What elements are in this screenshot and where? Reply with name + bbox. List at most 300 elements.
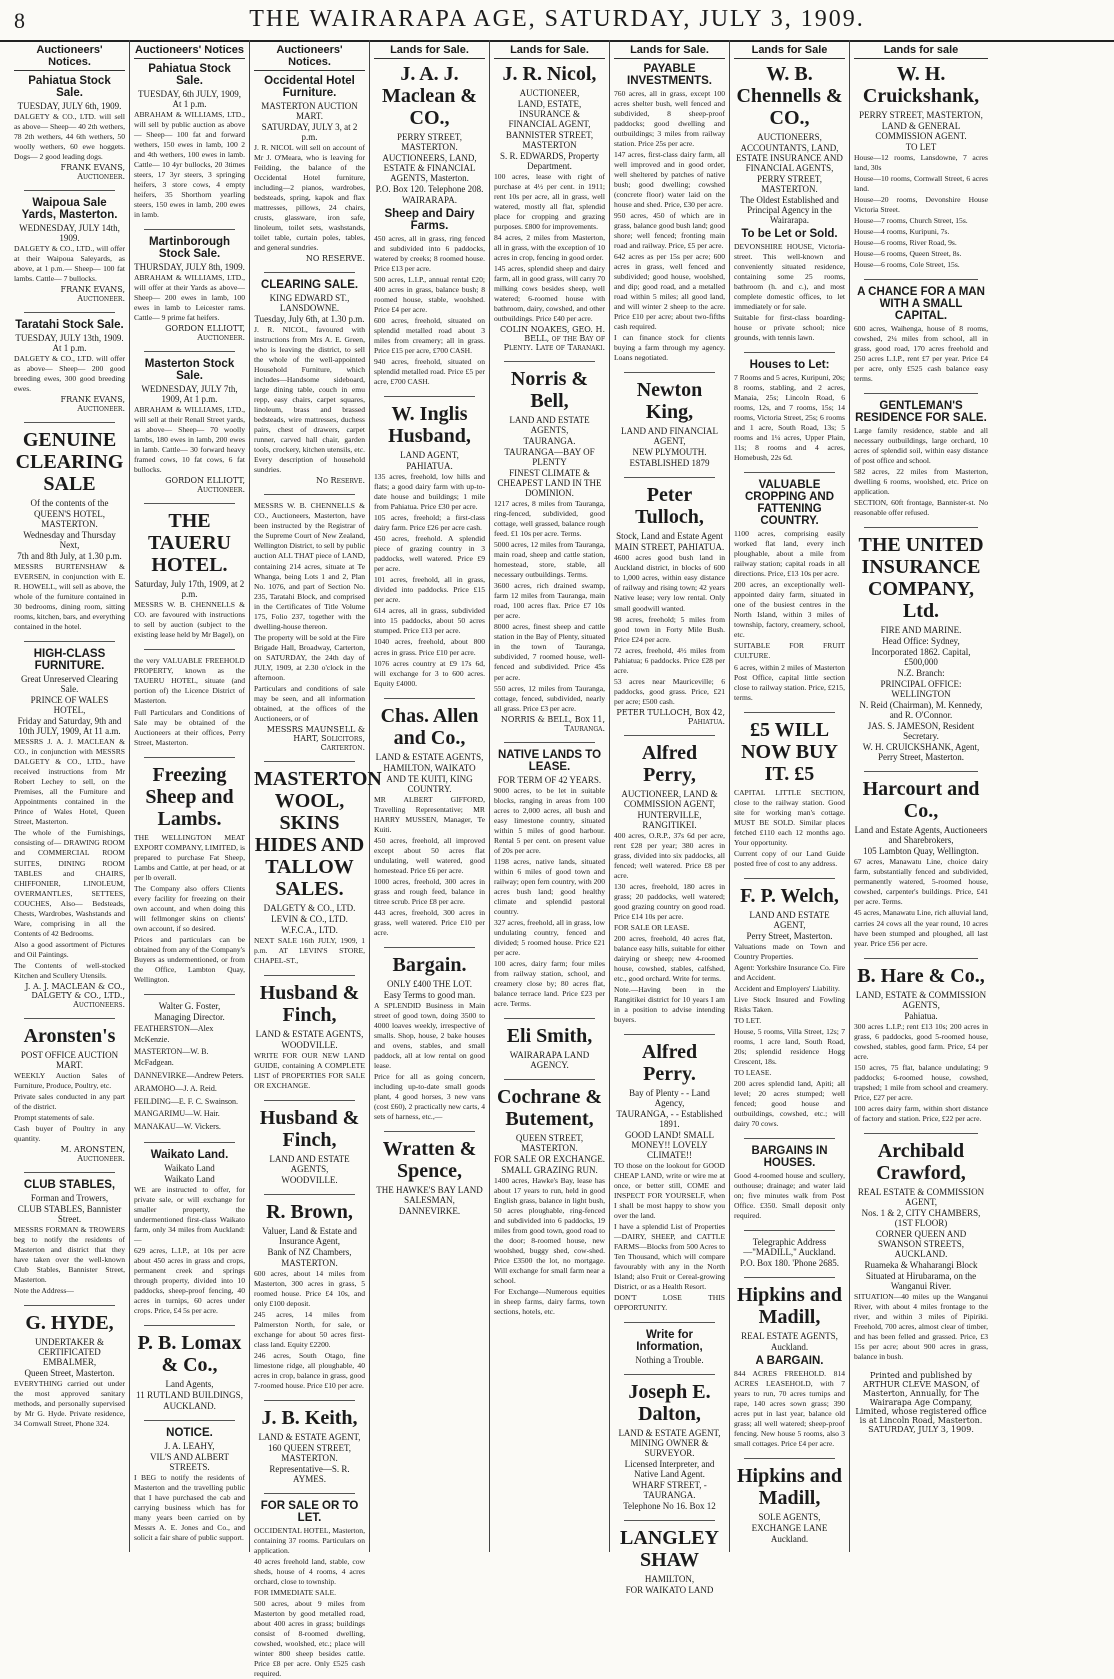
- advertisement: [494, 1025, 605, 1070]
- advert-subline: Easy Terms to good man.: [383, 989, 476, 1000]
- advertisement: [14, 1025, 125, 1163]
- advertisement: [14, 429, 125, 632]
- advert-body: NEXT SALE 16th JULY, 1909, 1 p.m. AT LEVIN'S STORE, CHAPEL-ST.,: [254, 935, 365, 965]
- advertisement: [854, 63, 988, 270]
- advert-body: ABRAHAM & WILLIAMS, LTD., will sell at their Renall Street yards, as above— Sheep— 70 woolly lambs, 180 ewes in lamb, 200 ewes in lamb. Cattle— 30 forward heavy framed cows, 10 fat cows, 6 fat bullocks.: [134, 405, 245, 475]
- advertisement: [734, 1237, 845, 1268]
- advert-subline: WOODVILLE.: [281, 1039, 338, 1050]
- advert-subline: W. H. CRUICKSHANK, Agent, Perry Street, Masterton.: [862, 742, 980, 763]
- advertisement: [854, 965, 988, 1124]
- advert-subline: FINEST CLIMATE & CHEAPEST LAND IN THE DOMINION.: [497, 468, 602, 499]
- advert-body: FOR IMMEDIATE SALE.: [254, 1588, 337, 1598]
- advert-name: Alfred Perry.: [641, 1040, 698, 1085]
- advertisement: [494, 749, 605, 1009]
- advert-subline: Ruameka & Whaharangi Block: [864, 1259, 978, 1270]
- advert-heading: Pahiatua Stock Sale.: [148, 63, 231, 87]
- advert-body: Prices and particulars can be obtained from any of the Company's Buyers as undermentioned, or from the Office, Lambton Quay, Wellington.: [134, 934, 245, 984]
- advert-name: Harcourt and Co.,: [862, 778, 980, 823]
- advert-heading: FOR SALE OR TO LET.: [260, 1500, 359, 1525]
- advert-subline: Head Office: Sydney,: [882, 636, 960, 647]
- advertisement: [854, 778, 988, 948]
- advert-body: 147 acres, first-class dairy farm, all well improved and in good order, well sheltered by patches of native bush; good dwelling; cowshed (concrete floor) water laid on the house and shed. Price, £30 per acre.: [614, 150, 725, 210]
- advert-body: 550 acres, 12 miles from Tauranga, cottage, fenced, subdivided, nearly all grass. Price £3 per acre.: [494, 683, 605, 713]
- advert-body: I BEG to notify the residents of Masterton and the travelling public that I have purchased the cab and carrying business which has for many years been carried on by Messrs A. E. Jones and Co., and solicit a fair share of public support.: [134, 1473, 245, 1543]
- advert-body: 1076 acres country at £9 17s 6d, will exchange for 3 to 600 acres. Equity £4000.: [374, 658, 485, 688]
- column-header: Auctioneers' Notices.: [14, 44, 125, 71]
- advert-body: Price for all as going concern, including up-to-date small goods plant, 4 good horses, 3 new vans (cost £60), 2 practically new carts, 4 sets of harness, etc.,—: [374, 1071, 485, 1121]
- advert-heading: Martinborough Stock Sale.: [148, 236, 231, 261]
- advert-subline: LAND AND FINANCIAL AGENT,: [621, 426, 718, 447]
- advert-body: WEEKLY Auction Sales of Furniture, Produce, Poultry, etc.: [14, 1070, 125, 1090]
- advertisement: [134, 1001, 245, 1133]
- advert-body: 582 acres, 22 miles from Masterton, dwelling 6 rooms, woolshed, etc. Price on application.: [854, 467, 988, 497]
- advert-subline: AUCTIONEER, LAND & COMMISSION AGENT,: [621, 788, 718, 809]
- divider-rule: [24, 1018, 115, 1019]
- advertisement: [614, 1329, 725, 1365]
- divider-rule: [744, 1277, 835, 1278]
- advert-signature: FRANK EVANS, Auctioneer.: [60, 163, 125, 182]
- advertisement: [734, 63, 845, 343]
- advert-body: 940 acres, freehold, situated on splendid metalled road. Price £5 per acre, £700 CASH.: [374, 357, 485, 387]
- advert-subline: Land and Estate Agents, Auctioneers and Sharebrokers,: [854, 825, 988, 846]
- divider-rule: [264, 1400, 355, 1401]
- advertisement: [254, 982, 365, 1091]
- advert-body: 450 acres, all in grass, ring fenced and subdivided into 6 paddocks, watered by creeks; 8 roomed house. Price £13 per acre.: [374, 234, 485, 274]
- advert-body: 844 ACRES FREEHOLD. 814 ACRES LEASEHOLD, with 7 years to run, 70 acres turnips and rape, 140 acres sown grass; 390 acres put in last year, balance old grass; all well watered; sheep-proof fencing. New house 5 rooms, also 3 small cottages. Price £4 per acre.: [734, 1369, 845, 1449]
- advertisement: [374, 954, 485, 1122]
- advert-subline: Walter G. Foster,: [158, 1000, 221, 1011]
- advert-heading: NOTICE.: [166, 1427, 213, 1440]
- advertisement: [134, 764, 245, 985]
- advert-body: SUITABLE FOR FRUIT CULTURE.: [734, 641, 845, 661]
- advert-subline: AND TE KUITI, KING COUNTRY.: [386, 773, 473, 794]
- divider-rule: [24, 1172, 115, 1173]
- divider-rule: [744, 712, 835, 713]
- advert-body: Also a good assortment of Pictures and Oil Paintings.: [14, 939, 125, 959]
- imprint-footer: Printed and published by ARTHUR CLEVE MASON, of Masterton, Annually, for The Wairarapa Age Company, Limited, whose registered office is at Lincoln Road, Masterton. SATURDAY, JULY 3, 1909.: [855, 1370, 987, 1434]
- advert-subline: W.F.C.A., LTD.: [281, 924, 338, 935]
- advert-body: 135 acres, freehold, low hills and flats; a good dairy farm with up-to-date house and buildings; 1 mile from Pahiatua. Price £30 per acre.: [374, 472, 485, 512]
- advert-body: MR ALBERT GIFFORD, Travelling Representative; MR HARRY MUSSEN, Manager, Te Kuiti.: [374, 794, 485, 834]
- advert-heading: To be Let or Sold.: [741, 228, 838, 240]
- advertisement: [614, 742, 725, 1025]
- list-item: MANGARIMU—W. Hair.: [134, 1109, 220, 1119]
- advert-subline: Telegraphic Address—"MADILL," Auckland.: [743, 1237, 836, 1258]
- advert-body: 246 acres, South Otago, fine limestone ridge, all ploughable, 40 acres in crop, balance in grass, good 7-roomed house. Price £10 per acre.: [254, 1350, 365, 1391]
- advertisement: [734, 885, 845, 1129]
- advert-body: 1000 acres, freehold, 300 acres in grass and rough feed, balance in titree scrub. Price £8 per acre.: [374, 876, 485, 906]
- advert-name: B. Hare & Co.,: [857, 964, 985, 987]
- advert-body: 600 acres, about 14 miles from Masterton, 300 acres in grass, 5 roomed house. Price £4 10s, and only £100 deposit.: [254, 1268, 365, 1308]
- advert-subline: 105 Lambton Quay, Wellington.: [863, 846, 979, 857]
- advert-name: LANGLEY SHAW: [620, 1527, 719, 1572]
- list-item: MASTERTON—W. B. McFadgean.: [134, 1047, 209, 1068]
- advert-subline: ACCOUNTANTS, LAND, ESTATE INSURANCE AND FINANCIAL AGENTS,: [736, 143, 843, 173]
- advert-name: Aronsten's: [23, 1024, 116, 1047]
- advert-body: 8000 acres, finest sheep and cattle station in the Bay of Plenty, situated in the town of Tauranga, subdivided, 7 roomed house, well-fenced and subdivided. Price 45s per acre.: [494, 622, 605, 682]
- advert-body: SITUATION—40 miles up the Wanganui River, with about 4 miles frontage to the river, and within 3 miles of Pipiriki. Freehold, 700 acres, almost clear of timber, and has been felled and grassed. Price, £3 15s per acre; about 900 acres in grass, balance in bush.: [854, 1291, 988, 1361]
- advert-subline: Incorporated 1862. Capital, £500,000: [871, 647, 971, 668]
- advert-name: P. B. Lomax & Co.,: [137, 1332, 242, 1377]
- advertisement: [134, 63, 245, 220]
- advert-body: House—6 rooms, Cole Street, 15s.: [854, 260, 960, 270]
- advert-body: DON'T LOSE THIS OPPORTUNITY.: [614, 1293, 725, 1313]
- divider-rule: [264, 1100, 355, 1101]
- advert-subline: PERRY STREET, MASTERTON.: [756, 174, 822, 194]
- divider-rule: [264, 1194, 355, 1195]
- advert-subline: THURSDAY, JULY 8th, 1909.: [134, 262, 245, 273]
- advert-name: £5 WILL NOW BUY IT. £5: [741, 718, 838, 785]
- advert-subline: 160 QUEEN STREET, MASTERTON.: [267, 1443, 352, 1464]
- advert-body: DALGETY & CO., LTD., will offer at their Waipoua Saleyards, as above, at 1 p.m.— Sheep— 100 fat lambs. Cattle— 7 bullocks.: [14, 244, 125, 284]
- advertisement: [374, 705, 485, 938]
- divider-rule: [144, 229, 235, 230]
- advert-body: Valuations made on Town and Country Properties.: [734, 941, 845, 961]
- advert-subline: AUCKLAND.: [163, 1401, 216, 1412]
- advert-subline: Pahiatua.: [904, 1010, 938, 1021]
- advert-subline: SMALL GRAZING RUN.: [501, 1164, 598, 1175]
- advert-subline: PERRY STREET, MASTERTON,: [859, 110, 983, 120]
- divider-rule: [504, 1079, 595, 1080]
- advert-subline: LAND & ESTATE AGENT,: [258, 1432, 361, 1443]
- advertisement: [254, 767, 382, 966]
- advert-subline: ONLY £400 THE LOT.: [387, 978, 472, 989]
- advert-name: Norris & Bell,: [510, 368, 589, 413]
- advertisement: [734, 359, 845, 463]
- advert-body: Private sales conducted in any part of the district.: [14, 1091, 125, 1111]
- divider-rule: [264, 494, 355, 495]
- advert-body: DALGETY & CO., LTD. will sell as above— Sheep— 40 2th wethers, 78 2th wethers, 44 6th wethers, 50 woolly wethers, 60 ewe hoggets. Dogs— 2 good leading dogs.: [14, 112, 125, 162]
- advert-subline: QUEEN'S HOTEL, MASTERTON.: [33, 509, 106, 530]
- advert-body: 105 acres, freehold; a first-class dairy farm. Price £26 per acre cash.: [374, 513, 485, 533]
- advert-body: 1100 acres, comprising easily worked flat land, every inch ploughable, about a mile from railway station; capital roads in all directions. Price, £13 10s per acre.: [734, 529, 845, 579]
- advert-subline: PERRY STREET, MASTERTON.: [396, 132, 462, 152]
- advert-body: Current copy of our Land Guide posted free of cost to any address.: [734, 848, 845, 868]
- advert-name: Cochrane & Butement,: [497, 1085, 602, 1130]
- advert-subline: S. R. EDWARDS, Property Department.: [499, 151, 599, 171]
- advert-subline: PRINCIPAL OFFICE: WELLINGTON: [880, 679, 962, 700]
- advert-subline: HUNTERVILLE, RANGITIKEI.: [637, 809, 702, 830]
- advert-subline: WEDNESDAY, JULY 7th, 1909, At 1 p.m.: [141, 384, 238, 405]
- advert-body: MESSRS FORMAN & TROWERS beg to notify the residents of Masterton and district that they have taken over the well-known Club Stables, Bannister Street, Masterton.: [14, 1224, 125, 1284]
- advert-body: FOR SALE OR LEASE.: [614, 922, 690, 932]
- advert-name: Husband & Finch,: [259, 981, 360, 1026]
- advert-heading: Houses to Let:: [749, 359, 830, 372]
- advert-name: Chas. Allen and Co.,: [380, 704, 479, 749]
- advert-heading: VALUABLE CROPPING AND FATTENING COUNTRY.: [744, 479, 835, 528]
- advert-body: 642 acres as per 15s per acre; 600 acres in grass, well fenced and subdivided; good house, woolshed, and dip; good road, and a metalled road within 5 miles; all good land, and will winter 2 sheep to the acre. Price £10 per acre; about two-fifths cash required.: [614, 252, 725, 332]
- advert-name: Joseph E. Dalton,: [628, 1381, 711, 1426]
- column-header: Auctioneers' Notices: [134, 44, 245, 59]
- advert-subline: Managing Director.: [154, 1011, 225, 1022]
- advert-signature: FRANK EVANS, Auctioneer.: [60, 285, 125, 304]
- advert-body: 500 acres, about 9 miles from Masterton by good metalled road, about 400 acres in grass; buildings consist of 8-roomed dwelling, cowshed, woolshed, etc.; place will winter 800 sheep besides cattle. Price £8 per acre. Only £525 cash required.: [254, 1599, 365, 1679]
- advertisement: [14, 75, 125, 181]
- advertisement: [734, 1465, 845, 1544]
- advert-name: Alfred Perry,: [641, 741, 698, 786]
- column-5: [490, 40, 610, 1552]
- advert-body: MESSRS J. A. J. MACLEAN & CO., in conjunction with MESSRS DALGETY & CO., LTD., have received instructions from Mr Robert Lechey to sell, on the Premises, all the Furniture and Appointments contained in the Prince of Wales Hotel, Queen Street, Masterton.: [14, 737, 125, 827]
- divider-rule: [144, 351, 235, 352]
- advertisement: [854, 1140, 988, 1362]
- advert-subline: Nothing a Trouble.: [635, 1355, 704, 1366]
- advert-subline: AUCTIONEERS, LAND, ESTATE & FINANCIAL AGENTS, Masterton.: [382, 153, 477, 183]
- advert-body: ABRAHAM & WILLIAMS, LTD., will sell by public auction as above— Sheep— 100 fat and forward wethers, 150 ewes in lamb, 100 2 and 4th wethers, 100 ewes in lamb. Cattle— 10 4yr bullocks, 20 3times steers, 17 3yr steers, 3 springing heifers, 3 store cows, 4 empty heifers, 35 Shorthorn yearling steers, 150 ewes in lamb, 200 ewes in lamb.: [134, 110, 245, 220]
- advert-body: 614 acres, all in grass, subdivided into 15 paddocks, about 50 acres stumped. Price £13 per acre.: [374, 606, 485, 636]
- advert-body: MESSRS W. B. CHENNELLS & CO. are favoured with instructions to sell by auction (subject to the existing lease held by Mr Bagel), on: [134, 600, 245, 640]
- advert-subline: LAND AGENT,: [400, 450, 459, 461]
- advert-subline: LAND AND ESTATE AGENTS,: [509, 415, 590, 436]
- advert-heading: CLEARING SALE.: [260, 279, 359, 292]
- advert-subline: LAND & ESTATE AGENTS,: [375, 751, 484, 762]
- divider-rule: [264, 761, 355, 762]
- divider-rule: [504, 361, 595, 362]
- advert-body: 450 acres, freehold. A splendid piece of grazing country in 3 paddocks, well watered. Price £9 per acre.: [374, 534, 485, 574]
- advert-subline: WHARF STREET, - TAURANGA.: [632, 1480, 707, 1501]
- advert-body: House, 5 rooms, Villa Street, 12s; 7 rooms, 1 acre land, South Road, 20s; splendid residence Hogg Crescent, 18s.: [734, 1026, 845, 1066]
- advert-name: Bargain.: [392, 953, 467, 976]
- advert-body: WRITE FOR OUR NEW LAND GUIDE, containing A COMPLETE LIST of PROPERTIES FOR SALE OR EXCHANGE.: [254, 1050, 365, 1090]
- advert-body: DEVONSHIRE HOUSE, Victoria-street. This well-known and conveniently situated residence, containing some 25 rooms, bathroom (h. and c.), and most complete domestic offices, to let immediately or for sale.: [734, 242, 845, 312]
- divider-rule: [744, 472, 835, 473]
- column-7: [730, 40, 850, 1552]
- advert-body: 300 acres L.I.P.; rent £13 10s; 200 acres in grass, 6 paddocks, good 5-roomed house, cowshed, stables, good farm. Price, £4 per acre.: [854, 1021, 988, 1061]
- advert-subline: Nos. 1 & 2, CITY CHAMBERS, (1ST FLOOR): [861, 1207, 981, 1228]
- advertisement: [734, 719, 845, 869]
- advert-name: THE TAUERU HOTEL.: [148, 510, 231, 577]
- advert-heading: HIGH-CLASS FURNITURE.: [33, 648, 106, 673]
- advert-subline: THE HAWKE'S BAY LAND SALESMAN,: [376, 1184, 483, 1205]
- advert-heading: Masterton Stock Sale.: [144, 358, 235, 383]
- divider-rule: [624, 1520, 715, 1521]
- advertisement: [254, 1407, 365, 1484]
- advert-subline: FOR WAIKATO LAND: [625, 1585, 714, 1596]
- advert-name: G. HYDE,: [25, 1311, 114, 1334]
- advert-subline: P.O. Box 120. Telephone 208.: [375, 184, 484, 194]
- advert-body: 1040 acres, freehold, about 800 acres in grass. Price £10 per acre.: [374, 637, 485, 657]
- advert-heading: Sheep and Dairy Farms.: [384, 208, 475, 232]
- advert-subline: POST OFFICE AUCTION MART.: [20, 1049, 119, 1070]
- advert-name: Eli Smith,: [506, 1024, 593, 1047]
- advertisement: [734, 1145, 845, 1221]
- advert-subline: Perry Street, Masterton.: [746, 930, 833, 941]
- advert-name: J. B. Keith,: [261, 1407, 358, 1430]
- advert-subline: Waikato Land: [164, 1173, 215, 1184]
- advertisement: [254, 501, 365, 751]
- advert-subline: ESTABLISHED 1879: [629, 458, 710, 469]
- advert-body: EVERYTHING carried out under the most approved sanitary methods, and personally supervised by Mr G. Hyde. Private residence, 34 Cornwall Street, Phone 324.: [14, 1378, 125, 1428]
- advert-subline: Land Agents,: [165, 1379, 214, 1390]
- advert-subline: AUCTIONEER,: [519, 88, 580, 98]
- column-6: [610, 40, 730, 1596]
- advert-signature: GORDON ELLIOTT, Auctioneer.: [165, 324, 245, 343]
- advert-subline: LEVIN & CO., LTD.: [271, 913, 348, 924]
- advert-subline: Representative—S. R. AYMES.: [269, 1464, 350, 1485]
- advert-heading: A BARGAIN.: [755, 1355, 824, 1368]
- advert-body: 327 acres, freehold, all in grass, low undulating country, fenced and divided; 5 roomed house. Price £21 per acre.: [494, 917, 605, 957]
- advert-subline: NEW PLYMOUTH.: [632, 447, 707, 458]
- advert-body: House—10 rooms, Cornwall Street, 6 acres land.: [854, 174, 988, 194]
- advert-subline: SATURDAY, JULY 3, at 2 p.m.: [261, 122, 358, 142]
- advert-signature: J. A. J. MACLEAN & CO., DALGETY & CO., LTD., Auctioneers.: [25, 981, 125, 1009]
- advert-body: House—7 rooms, Church Street, 15s.: [854, 216, 968, 226]
- advert-subline: MASTERTON.: [281, 1257, 338, 1268]
- advert-name: Wratten & Spence,: [382, 1137, 477, 1182]
- advert-body: TO LEASE.: [734, 1067, 772, 1077]
- advert-subline: TAURANGA—BAY OF PLENTY: [504, 447, 595, 468]
- advert-body: DALGETY & CO., LTD. will offer as above— Sheep— 200 good breeding ewes, 300 good breeding ewes.: [14, 354, 125, 394]
- column-header: Lands for sale: [854, 44, 988, 59]
- advert-subline: DANNEVIRKE.: [398, 1205, 461, 1216]
- advert-body: House—4 rooms, Kuripuni, 7s.: [854, 227, 950, 237]
- divider-rule: [24, 1305, 115, 1306]
- advertisement: [614, 1041, 725, 1313]
- advert-subline: N. Reid (Chairman), M. Kennedy, and R. O'Connor.: [859, 700, 983, 721]
- divider-rule: [24, 312, 115, 313]
- advert-body: ABRAHAM & WILLIAMS, LTD., will offer at their Yards as above— Sheep— 200 ewes in lamb, 100 ewes in lamb to Leicester rams. Cattle— 9 prime fat heifers.: [134, 273, 245, 323]
- divider-rule: [144, 994, 235, 995]
- advert-subline: TUESDAY, JULY 6th, 1909.: [17, 101, 122, 111]
- advert-subline: LAND, ESTATE, INSURANCE & FINANCIAL AGENT,: [508, 99, 591, 129]
- advert-subline: Forman and Trowers,: [30, 1192, 109, 1203]
- list-item: ARAMOHO—J. A. Reid.: [134, 1083, 217, 1093]
- advert-body: 200 acres splendid land, Apiti; all level; 20 acres stumped; well fenced; good house and outbuildings, cowshed, etc.; will dairy 70 cows.: [734, 1078, 845, 1128]
- divider-rule: [384, 947, 475, 948]
- advert-subline: REAL ESTATE AGENTS,: [741, 1331, 838, 1342]
- list-item: FEILDING—E. F. C. Swainson.: [134, 1096, 239, 1106]
- advertisement: [494, 368, 605, 732]
- column-3: [250, 40, 382, 1679]
- column-header: Auctioneers' Notices.: [254, 44, 365, 71]
- divider-rule: [144, 1420, 235, 1421]
- advert-name: Hipkins and Madill,: [736, 1465, 843, 1510]
- divider-rule: [624, 735, 715, 736]
- advert-subline: HAMILTON,: [644, 1574, 695, 1585]
- advert-signature: M. ARONSTEN, Auctioneer.: [60, 1144, 125, 1163]
- advert-subline: P.O. Box 180. 'Phone 2685.: [739, 1258, 840, 1269]
- divider-rule: [504, 742, 595, 743]
- column-header: Lands for Sale.: [494, 44, 605, 59]
- advertisement: [14, 1312, 125, 1429]
- advert-subline: TAURANGA, - - Established 1891.: [616, 1108, 723, 1129]
- advert-subline: Wednesday and Thursday Next,: [23, 530, 116, 551]
- advertisement: [14, 1179, 125, 1296]
- advert-subline: UNDERTAKER & CERTIFICATED EMBALMER,: [35, 1336, 104, 1367]
- advert-body: 6 acres, within 2 miles of Masterton Post Office, capital little section close to railway station. Price, £215, terms.: [734, 662, 845, 702]
- advert-subline: Bank of NZ Chambers,: [267, 1246, 352, 1257]
- advertisement: [254, 279, 365, 485]
- advert-subline: LAND, ESTATE & COMMISSION AGENTS,: [855, 989, 987, 1010]
- advert-heading: GENTLEMAN'S RESIDENCE FOR SALE.: [855, 400, 987, 425]
- advert-body: 1217 acres, 8 miles from Tauranga, ring-fenced, subdivided, good cottage, well grassed, balance rough feed. £1 10s per acre. Terms.: [494, 499, 605, 539]
- advert-body: For Exchange—Numerous equities in sheep farms, dairy farms, town sections, hotels, etc.: [494, 1287, 605, 1317]
- advertisement: [254, 75, 365, 263]
- advertisement: [134, 510, 245, 640]
- advert-body: The Company also offers Clients every facility for freezing on their own account, and when doing this will fellmonger skins on clients' own account, if so desired.: [134, 883, 245, 933]
- column-8: [850, 40, 992, 1552]
- divider-rule: [624, 1034, 715, 1035]
- advert-body: 130 acres, freehold, 180 acres in grass; 20 paddocks, well watered; good grazing country on good road. Price £14 10s per acre.: [614, 881, 725, 921]
- advert-body: The Contents of well-stocked Kitchen and Scullery Utensils.: [14, 960, 125, 980]
- advert-body: Note.—Having been in the Rangitikei district for 10 years I am in a position to advise intending buyers.: [614, 984, 725, 1024]
- advert-body: The property will be sold at the Fire Brigade Hall, Broadway, Carterton, on SATURDAY, the 24th day of JULY, 1909, at 2.30 o'clock in the afternoon.: [254, 632, 365, 682]
- advert-signature: PETER TULLOCH, Box 42, Pahiatua.: [616, 707, 725, 726]
- advert-body: J. R. NICOL will sell on account of Mr J. O'Meara, who is leaving for Feilding, the balance of the Occidental Hotel furniture, including—2 pianos, wardrobes, bedsteads, spring, kapok and flax mattresses, pillows, 24 chairs, crusts, glassware, iron safe, linoleum, toilet sets, washstands, toilet table, curtain poles, tables, and general sundries.: [254, 143, 365, 253]
- advert-body: TO those on the lookout for GOOD CHEAP LAND, write or wire me at once, or better still, COME and INSPECT FOR YOURSELF, when I shall be most happy to show you over the land.: [614, 1160, 725, 1221]
- advert-body: CAPITAL LITTLE SECTION, close to the railway station. Good site for working man's cottage. MUST BE SOLD. Similar places fetched £110 each 12 months ago. Your opportunity.: [734, 787, 845, 847]
- advert-subline: CORNER QUEEN AND SWANSON STREETS, AUCKLAND.: [875, 1228, 967, 1259]
- advertisement: [134, 358, 245, 494]
- column-1: [10, 40, 130, 1552]
- advertisement: [734, 479, 845, 702]
- advert-body: MESSRS BURTENSHAW & EVERSEN, in conjunction with E. R. HOWELL, will sell as above, the whole of the furniture contained in 30 bedrooms, dining room, sitting rooms, kitchen, bars, and everything contained in the hotel.: [14, 562, 125, 632]
- advert-body: 450 acres, freehold, all improved except about 50 acres flat undulating, well watered, good homestead. Price £6 per acre.: [374, 835, 485, 875]
- divider-rule: [144, 503, 235, 504]
- advertisement: [374, 1138, 485, 1216]
- divider-rule: [384, 396, 475, 397]
- advert-subline: FIRE AND MARINE.: [880, 625, 962, 636]
- advert-name: Husband & Finch,: [259, 1106, 360, 1151]
- advert-subline: HAMILTON, WAIKATO: [383, 762, 476, 773]
- column-header: Lands for Sale.: [614, 44, 725, 59]
- advert-subline: TUESDAY, 6th JULY, 1909, At 1 p.m.: [138, 89, 241, 109]
- advert-subline: LAND & ESTATE AGENT, MINING OWNER & SURVEYOR.: [618, 1428, 721, 1459]
- divider-rule: [744, 1230, 835, 1231]
- divider-rule: [144, 1325, 235, 1326]
- advert-subline: LAND & GENERAL COMMISSION AGENT.: [875, 121, 967, 141]
- advert-signature: No Reserve.: [316, 476, 365, 486]
- list-item: MANAKAU—W. Vickers.: [134, 1122, 221, 1132]
- advert-subline: The Oldest Established and Principal Agency in the Wairarapa.: [740, 195, 839, 225]
- advert-body: 67 acres, Manawatu Line, choice dairy farm, substantially fenced and subdivided, permanently watered, 5-roomed house, cowshed, carpenter's buildings. Price, £41 per acre. Terms.: [854, 857, 988, 907]
- advert-subline: WAIRARAPA LAND AGENCY.: [509, 1049, 590, 1070]
- divider-rule: [384, 1131, 475, 1132]
- advert-body: House—6 rooms, River Road, 9s.: [854, 238, 957, 248]
- advert-body: 4600 acres good bush land in Auckland district, in blocks of 600 to 1,000 acres, within easy distance of railway and rising town; 42 years Native lease; very low rental. Only small goodwill wanted.: [614, 553, 725, 613]
- columns-container: [10, 40, 1112, 1679]
- advert-body: A SPLENDID Business in Main street of good town, doing 3500 to 4000 loaves weekly, irrespective of smalls. Shop, house, 2 bake houses and ovens, stables, and small paddock, all at low rental on good lease.: [374, 1000, 485, 1070]
- divider-rule: [624, 372, 715, 373]
- advert-body: 100 acres, lease with right of purchase at 4½ per cent. in 1911; rent 10s per acre, all in grass, well watered, mostly all flat, splendid place for cropping and grazing purposes. £800 for improvements.: [494, 172, 605, 232]
- advert-subline: AUCTIONEERS,: [757, 132, 822, 142]
- advert-body: 150 acres, 75 flat, balance undulating; 9 paddocks; 6-roomed house, cowshed, trapshed; 1 mile from school and creamery. Price, £27 per acre.: [854, 1062, 988, 1102]
- advert-subline: PRINCE OF WALES HOTEL,: [30, 695, 109, 716]
- column-2: [130, 40, 250, 1552]
- advert-name: Freezing Sheep and Lambs.: [145, 763, 234, 830]
- divider-rule: [744, 352, 835, 353]
- advert-name: W. Inglis Husband,: [388, 403, 471, 448]
- advert-subline: TO LET: [905, 142, 937, 152]
- advert-body: Good 4-roomed house and scullery, outhouse; drainage; and water laid on; five minutes walk from Post Office. £350. Small deposit only required.: [734, 1170, 845, 1221]
- advertisement: [254, 1201, 365, 1391]
- divider-rule: [264, 975, 355, 976]
- advertisement: [14, 319, 125, 413]
- divider-rule: [864, 771, 978, 772]
- advert-body: I have a splendid List of Properties—DAIRY, SHEEP, and CATTLE FARMS—Blocks from 500 Acres to Ten Thousand, which will compare favourably with any in the North Island; also Fruit or Cereal-growing District, or as a Health Resort.: [614, 1222, 725, 1292]
- advert-body: 5000 acres, 12 miles from Tauranga, main road, sheep and cattle station, homestead, store, stable, all necessary outbuildings. Terms.: [494, 540, 605, 580]
- advert-subline: DALGETY & CO., LTD.: [263, 902, 356, 913]
- advertisement: [854, 286, 988, 384]
- advert-body: 950 acres, 450 of which are in grass, balance good bush land; good shore; well fenced; fronting main road and railway. Price, £5 per acre.: [614, 211, 725, 251]
- advertisement: [614, 63, 725, 363]
- advert-subline: WOODVILLE.: [281, 1174, 338, 1185]
- advert-subline: Queen Street, Masterton.: [24, 1367, 115, 1378]
- advertisement: [374, 63, 485, 387]
- advert-body: 98 acres, freehold; 5 miles from good town in Forty Mile Bush. Price £24 per acre.: [614, 614, 725, 644]
- advert-body: Large family residence, stable and all necessary outbuildings, large orchard, 10 acres of splendid soil, within easy distance of post office and school.: [854, 426, 988, 466]
- advert-body: 84 acres, 2 miles from Masterton, all in grass, with the exception of 10 acres in crop, fencing in good order.: [494, 233, 605, 263]
- advertisement: [614, 1527, 725, 1595]
